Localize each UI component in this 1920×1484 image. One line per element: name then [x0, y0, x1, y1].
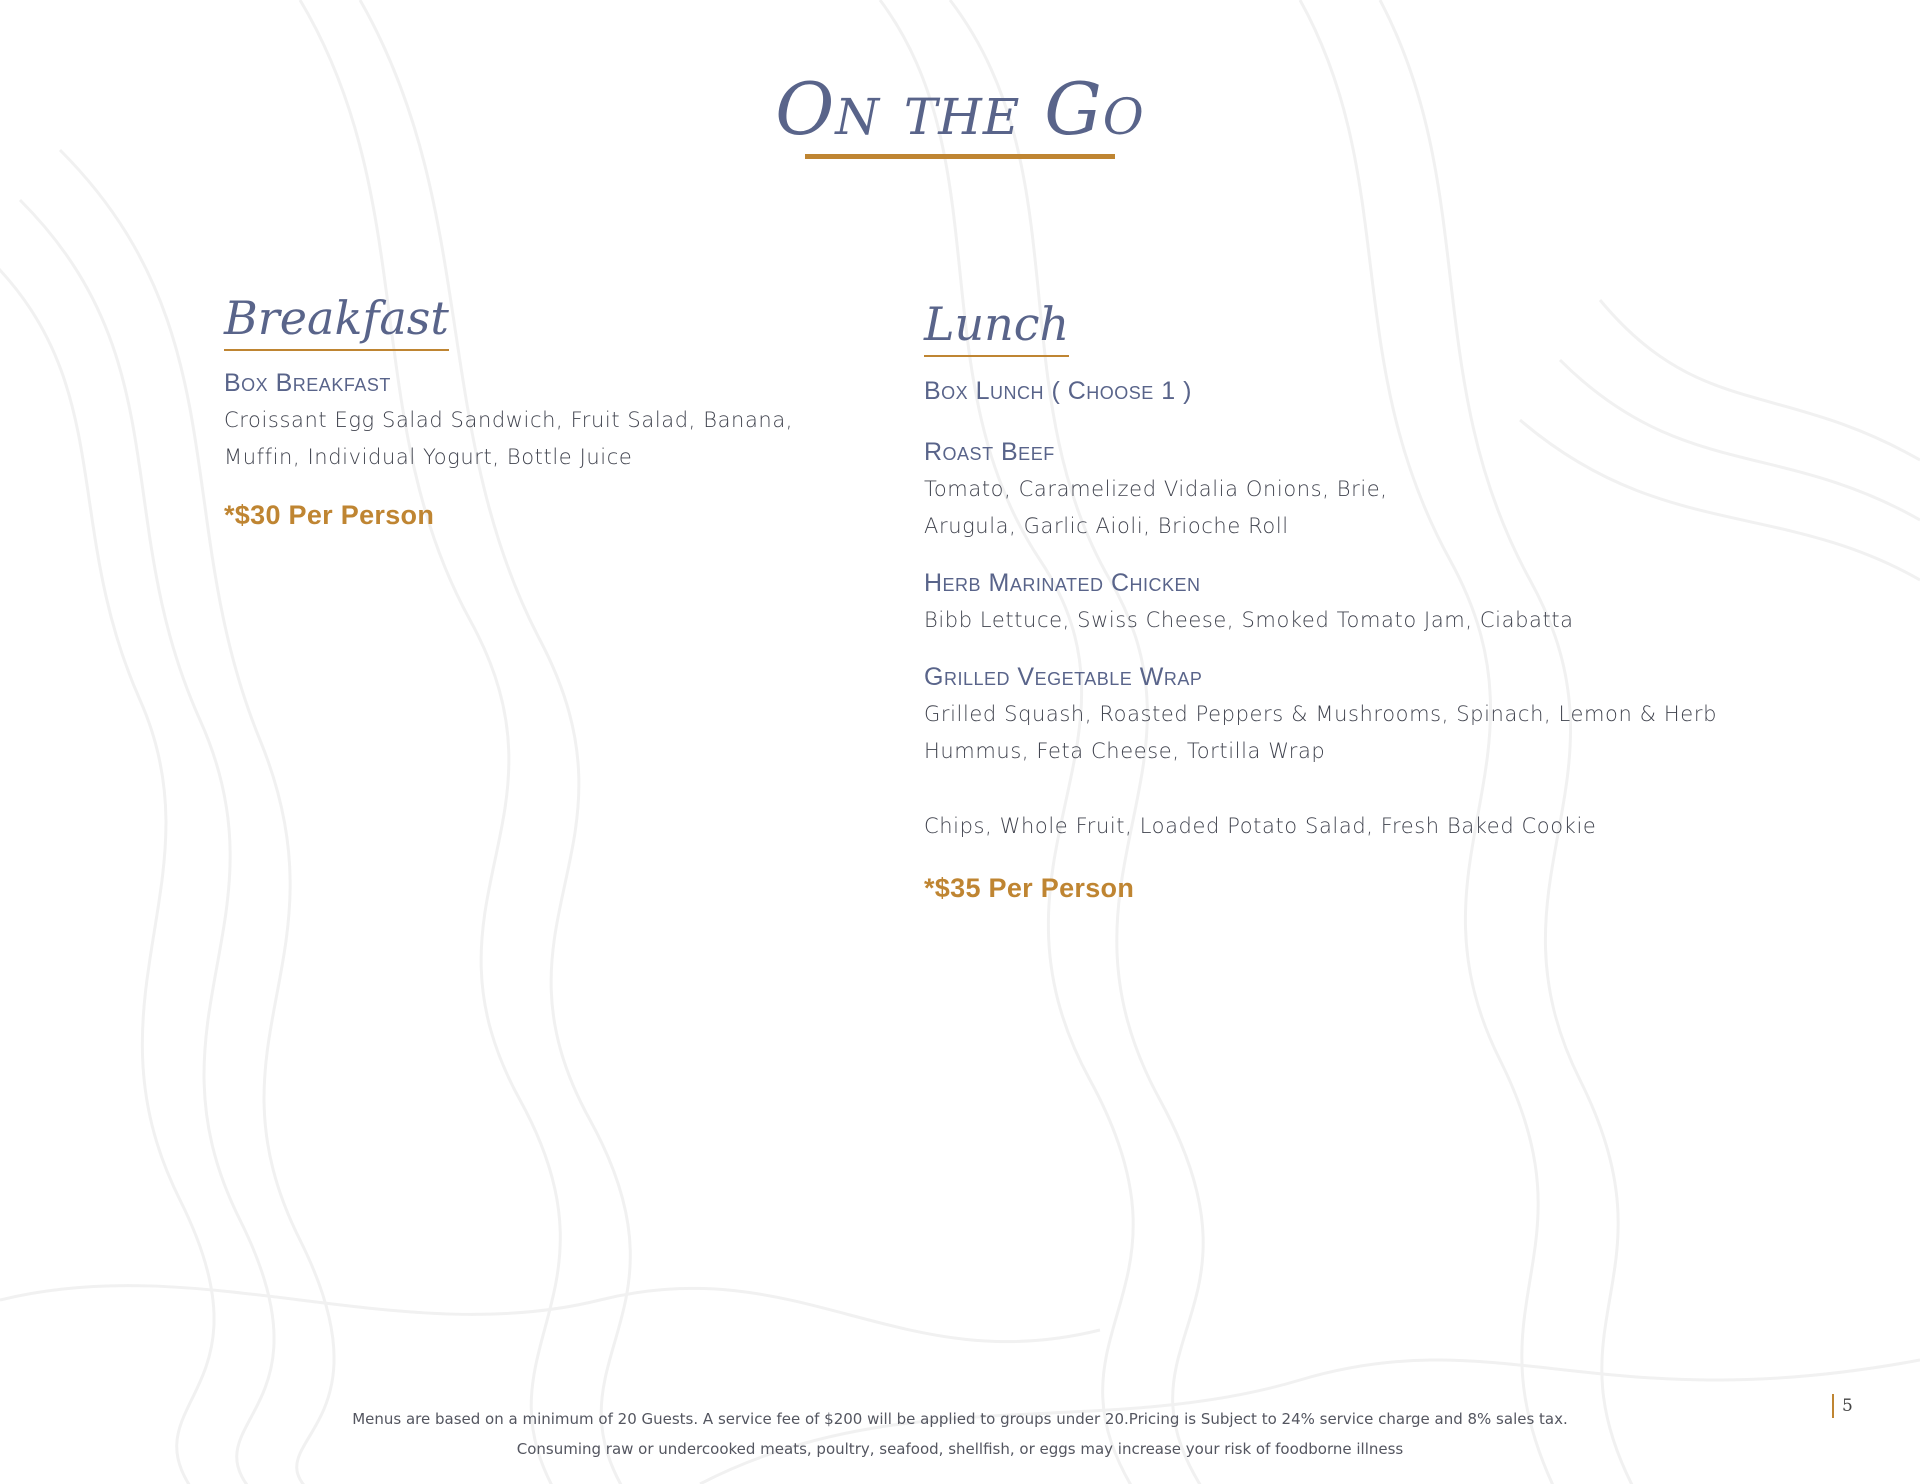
menu-item-roast-beef [924, 438, 1744, 545]
breakfast-price: *$30 Per Person [224, 499, 435, 530]
item-name: Herb Marinated Chicken [924, 568, 1201, 597]
item-name: Box Breakfast [224, 368, 391, 397]
item-description-line: Bibb Lettuce, Swiss Cheese, Smoked Tomato Jam, Ciabatta [924, 607, 1574, 632]
footer-notes [0, 1404, 1920, 1464]
item-description-line: Croissant Egg Salad Sandwich, Fruit Salad, Banana, [224, 407, 794, 432]
item-description-line: Grilled Squash, Roasted Peppers & Mushrooms, Spinach, Lemon & Herb [924, 701, 1717, 726]
footer-food-safety-note: Consuming raw or undercooked meats, poultry, seafood, shellfish, or eggs may increase your risk of foodborne illness [516, 1440, 1404, 1458]
title-underline [805, 154, 1115, 159]
item-description-line: Muffin, Individual Yogurt, Bottle Juice [224, 444, 633, 469]
item-name: Roast Beef [924, 437, 1055, 466]
page-number: 5 [1832, 1394, 1853, 1418]
breakfast-column [224, 292, 824, 531]
lunch-column [924, 298, 1744, 904]
menu-item-grilled-vegetable-wrap [924, 663, 1744, 770]
lunch-subheading: Box Lunch ( Choose 1 ) [924, 376, 1192, 405]
item-description-line: Tomato, Caramelized Vidalia Onions, Brie, [924, 476, 1388, 501]
menu-item-box-breakfast [224, 369, 824, 476]
item-description-line: Arugula, Garlic Aioli, Brioche Roll [924, 513, 1289, 538]
lunch-heading: Lunch [924, 298, 1069, 357]
breakfast-heading: Breakfast [224, 292, 449, 351]
item-description-line: Hummus, Feta Cheese, Tortilla Wrap [924, 738, 1326, 763]
item-name: Grilled Vegetable Wrap [924, 662, 1203, 691]
page-title: On the Go [775, 67, 1145, 151]
lunch-sides: Chips, Whole Fruit, Loaded Potato Salad, Fresh Baked Cookie [924, 813, 1597, 838]
footer-service-fee-note: Menus are based on a minimum of 20 Guests. A service fee of $200 will be applied to groups under 20.Pricing is Subject to 24% service charge and 8% sales tax. [352, 1410, 1568, 1428]
lunch-price: *$35 Per Person [924, 872, 1135, 903]
menu-item-herb-marinated-chicken [924, 569, 1744, 639]
